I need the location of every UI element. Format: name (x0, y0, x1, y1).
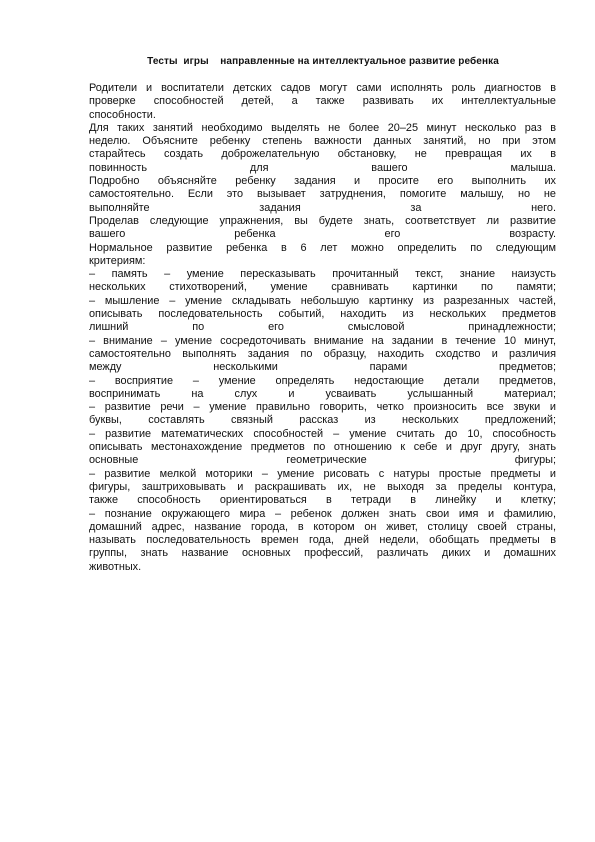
body-text-line: выполняйте задания за него. (89, 201, 556, 214)
body-text-line: – развитие мелкой моторики – умение рисовать с натуры простые предметы и (89, 467, 556, 480)
body-text-line: лишний по его смысловой принадлежности; (89, 321, 556, 334)
body-text-line: проверке способностей детей, а также развивать их интеллектуальные (89, 95, 556, 108)
body-text-line: Подробно объясняйте ребенку задания и просите его выполнить их (89, 175, 556, 188)
body-text-line: между несколькими парами предметов; (89, 361, 556, 374)
body-text-line: животных. (89, 560, 142, 573)
document-body (89, 82, 556, 574)
body-text-line: домашний адрес, название города, в котором он живет, столицу своей страны, (89, 520, 556, 533)
body-text-line: неделю. Объясните ребенку степень важности данных занятий, но при этом (89, 135, 556, 148)
body-text-line: – память – умение пересказывать прочитанный текст, знание наизусть (89, 268, 556, 281)
body-text-line: воспринимать на слух и усваивать услышанный материал; (89, 387, 556, 400)
body-text-line: критериям: (89, 254, 146, 267)
body-text-line: фигуры, заштриховывать и раскрашивать их, не выходя за пределы контура, (89, 480, 556, 493)
body-text-line: старайтесь создать доброжелательную обстановку, не превращая их в (89, 148, 556, 161)
body-text-line: группы, знать название основных профессий, различать диких и домашних (89, 547, 556, 560)
document-title: Тесты игры направленные на интеллектуальное развитие ребенка (147, 56, 499, 67)
body-text-line: описывать последовательность событий, находить из нескольких предметов (89, 308, 556, 321)
body-text-line: – познание окружающего мира – ребенок должен знать свои имя и фамилию, (89, 507, 556, 520)
body-text-line: – внимание – умение сосредоточивать внимание на задании в течение 10 минут, (89, 334, 556, 347)
body-text-line: – мышление – умение складывать небольшую картинку из разрезанных частей, (89, 294, 556, 307)
body-text-line: Для таких занятий необходимо выделять не более 20–25 минут несколько раз в (89, 121, 556, 134)
body-text-line: вашего ребенка его возрасту. (89, 228, 556, 241)
body-text-line: повинность для вашего малыша. (89, 161, 556, 174)
body-text-line: самостоятельно. Если это вызывает затруднения, помогите малышу, но не (89, 188, 556, 201)
body-text-line: – восприятие – умение определять недостающие детали предметов, (89, 374, 556, 387)
body-text-line: способности. (89, 108, 156, 121)
body-text-line: – развитие речи – умение правильно говорить, четко произносить все звуки и (89, 401, 556, 414)
body-text-line: Нормальное развитие ребенка в 6 лет можно определить по следующим (89, 241, 556, 254)
body-text-line: буквы, составлять связный рассказ из нескольких предложений; (89, 414, 556, 427)
body-text-line: Родители и воспитатели детских садов могут сами исполнять роль диагностов в (89, 82, 556, 94)
body-text-line: основные геометрические фигуры; (89, 454, 556, 467)
body-text-line: называть последовательность времен года, дней недели, обобщать предметы в (89, 534, 556, 547)
body-text-line: нескольких стихотворений, умение сравнивать картинки по памяти; (89, 281, 556, 294)
body-text-line: описывать местонахождение предметов по отношению к себе и друг другу, знать (89, 441, 556, 454)
body-text-line: – развитие математических способностей – умение считать до 10, способность (89, 427, 556, 440)
body-text-line: также способность ориентироваться в тетради в линейку и клетку; (89, 494, 556, 507)
body-text-line: Проделав следующие упражнения, вы будете знать, соответствует ли развитие (89, 214, 556, 227)
body-text-line: самостоятельно выполнять задания по образцу, находить сходство и различия (89, 347, 556, 360)
